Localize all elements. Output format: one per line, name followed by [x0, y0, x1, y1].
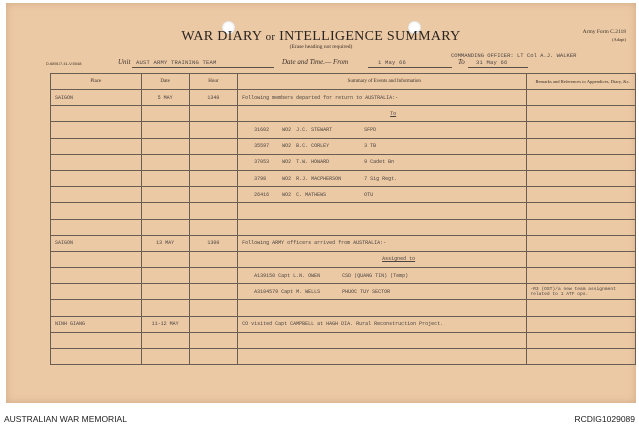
cell-summary [238, 300, 527, 316]
cell-remarks [527, 316, 636, 332]
officer-unit: PHUOC TUY SECTOR [342, 288, 391, 295]
cell-hour: 1300 [189, 235, 237, 251]
cell-remarks [527, 349, 636, 365]
table-row [51, 90, 636, 106]
cell-remarks [527, 106, 636, 122]
cell-place [51, 154, 142, 170]
cell-date [141, 106, 189, 122]
cell-summary [238, 251, 527, 267]
cell-hour [189, 106, 237, 122]
person-unit: 7 Sig Regt. [364, 175, 398, 182]
col-date: Date [141, 74, 189, 90]
person-name: B.C. CORLEY [296, 143, 330, 150]
cell-place [51, 349, 142, 365]
person-rank: WO2 [282, 159, 292, 166]
cell-remarks [527, 138, 636, 154]
person-name: J.C. STEWART [296, 126, 333, 133]
cell-remarks [527, 219, 636, 235]
table-row [51, 170, 636, 186]
person-unit: SFPD [364, 126, 377, 133]
table-row [51, 349, 636, 365]
person-rank: WO2 [282, 191, 292, 198]
cell-hour [189, 332, 237, 348]
cell-remarks [527, 90, 636, 106]
from-value: 1 May 66 [378, 59, 407, 66]
to-underline [468, 67, 528, 68]
document-page [6, 3, 636, 403]
cell-date [141, 138, 189, 154]
officer-id: A3104579 Capt M. WELLS [254, 288, 321, 295]
cell-summary: Following members departed for return to AUSTRALIA:- [238, 90, 527, 106]
cell-remarks [527, 332, 636, 348]
table-row [51, 203, 636, 219]
unit-label: Unit [118, 58, 131, 66]
person-number: 35597 [254, 143, 270, 150]
table-row [51, 219, 636, 235]
cell-date [141, 332, 189, 348]
cell-summary [238, 203, 527, 219]
table-row [51, 122, 636, 138]
cell-hour: 1340 [189, 90, 237, 106]
cell-summary [238, 219, 527, 235]
officer-id: A139150 Capt L.N. OWEN [254, 272, 321, 279]
person-number: 26416 [254, 191, 270, 198]
cell-hour [189, 122, 237, 138]
cell-place [51, 332, 142, 348]
to-value: 31 May 66 [476, 59, 508, 66]
document-subtitle: (Erase heading not required) [289, 44, 353, 50]
cell-summary: CO visited Capt CAMPBELL at HAGH DIA. Rural Reconstruction Project. [238, 316, 527, 332]
cell-place [51, 268, 142, 284]
cell-remarks [527, 203, 636, 219]
cell-date [141, 154, 189, 170]
cell-hour [189, 300, 237, 316]
person-name: R.J. MACPHERSON [296, 175, 342, 182]
cell-place [51, 122, 142, 138]
document-title: WAR DIARY or INTELLIGENCE SUMMARY [181, 29, 461, 44]
cell-place [51, 106, 142, 122]
cell-hour [189, 284, 237, 300]
person-unit: OTU [364, 191, 374, 198]
archive-footer [0, 403, 639, 429]
cell-summary [238, 122, 527, 138]
cell-date: 5 MAY [141, 90, 189, 106]
cell-place [51, 138, 142, 154]
table-row [51, 268, 636, 284]
from-underline [368, 67, 452, 68]
cell-remarks [527, 300, 636, 316]
datetime-label: Date and Time.— From [282, 58, 349, 66]
col-summary: Summary of Events and Information [238, 74, 527, 90]
cell-hour [189, 349, 237, 365]
person-number: 37053 [254, 159, 270, 166]
to-label: To [458, 58, 465, 66]
cell-place: SAIGON [51, 235, 142, 251]
person-number: 3798 [254, 175, 267, 182]
cell-place: SAIGON [51, 90, 142, 106]
archive-reference: RCDIG1029089 [574, 414, 635, 424]
cell-hour [189, 170, 237, 186]
cell-date [141, 122, 189, 138]
archive-name: AUSTRALIAN WAR MEMORIAL [4, 414, 127, 424]
form-number: Army Form C.2118 (Adapt) [582, 29, 626, 42]
cell-hour [189, 316, 237, 332]
person-number: 31602 [254, 126, 270, 133]
unit-value: AUST ARMY TRAINING TEAM [136, 59, 217, 66]
table-row [51, 138, 636, 154]
cell-hour [189, 187, 237, 203]
cell-summary [238, 154, 527, 170]
officer-unit: CSD (QUANG TIN) (Temp) [342, 272, 409, 279]
cell-date [141, 251, 189, 267]
table-row [51, 332, 636, 348]
col-remarks: Remarks and References to Appendices, Diary, &c. [527, 74, 636, 90]
cell-hour [189, 268, 237, 284]
person-rank: WO2 [282, 175, 292, 182]
person-rank: WO2 [282, 143, 292, 150]
col-place: Place [51, 74, 142, 90]
print-code: D.6891/7.41-V.5048 [46, 61, 82, 66]
cell-remarks [527, 235, 636, 251]
cell-summary [238, 284, 527, 300]
person-unit: 3 TB [364, 143, 377, 150]
table-header-row [51, 74, 636, 90]
person-name: T.W. HOWARD [296, 159, 330, 166]
cell-hour [189, 154, 237, 170]
cell-place [51, 251, 142, 267]
commanding-officer: COMMANDING OFFICER: LT Col A.J. WALKER [451, 52, 577, 59]
table-row [51, 187, 636, 203]
cell-summary: Following ARMY officers arrived from AUSTRALIA:- [238, 235, 527, 251]
person-unit: 9 Cadet Bn [364, 159, 395, 166]
cell-date [141, 187, 189, 203]
cell-date [141, 349, 189, 365]
table-row [51, 251, 636, 267]
cell-summary [238, 349, 527, 365]
person-name: C. MATHEWS [296, 191, 327, 198]
cell-date [141, 203, 189, 219]
cell-remarks [527, 251, 636, 267]
table-row [51, 316, 636, 332]
cell-date [141, 219, 189, 235]
cell-remarks [527, 187, 636, 203]
cell-hour [189, 203, 237, 219]
cell-summary [238, 268, 527, 284]
diary-table [50, 73, 636, 365]
cell-date [141, 284, 189, 300]
cell-summary [238, 187, 527, 203]
unit-underline [132, 67, 274, 68]
column-note: Assigned to [382, 256, 416, 263]
cell-hour [189, 219, 237, 235]
cell-place [51, 219, 142, 235]
table-row [51, 300, 636, 316]
cell-place [51, 284, 142, 300]
cell-place [51, 187, 142, 203]
cell-place [51, 203, 142, 219]
cell-summary [238, 170, 527, 186]
cell-remarks: -R3 (OST)/a new team assignment related to 1 ATF ops. [527, 284, 636, 300]
cell-summary [238, 106, 527, 122]
cell-summary [238, 332, 527, 348]
col-hour: Hour [189, 74, 237, 90]
table-row [51, 154, 636, 170]
column-note: To [390, 110, 397, 117]
cell-place [51, 170, 142, 186]
cell-date: 13 MAY [141, 235, 189, 251]
cell-hour [189, 251, 237, 267]
cell-date: 11-12 MAY [141, 316, 189, 332]
cell-remarks [527, 268, 636, 284]
cell-place [51, 300, 142, 316]
cell-summary [238, 138, 527, 154]
table-row [51, 235, 636, 251]
cell-date [141, 300, 189, 316]
cell-place: NINH GIANG [51, 316, 142, 332]
cell-date [141, 268, 189, 284]
cell-remarks [527, 154, 636, 170]
cell-remarks [527, 170, 636, 186]
cell-date [141, 170, 189, 186]
table-row [51, 284, 636, 300]
person-rank: WO2 [282, 126, 292, 133]
table-row [51, 106, 636, 122]
cell-hour [189, 138, 237, 154]
cell-remarks [527, 122, 636, 138]
